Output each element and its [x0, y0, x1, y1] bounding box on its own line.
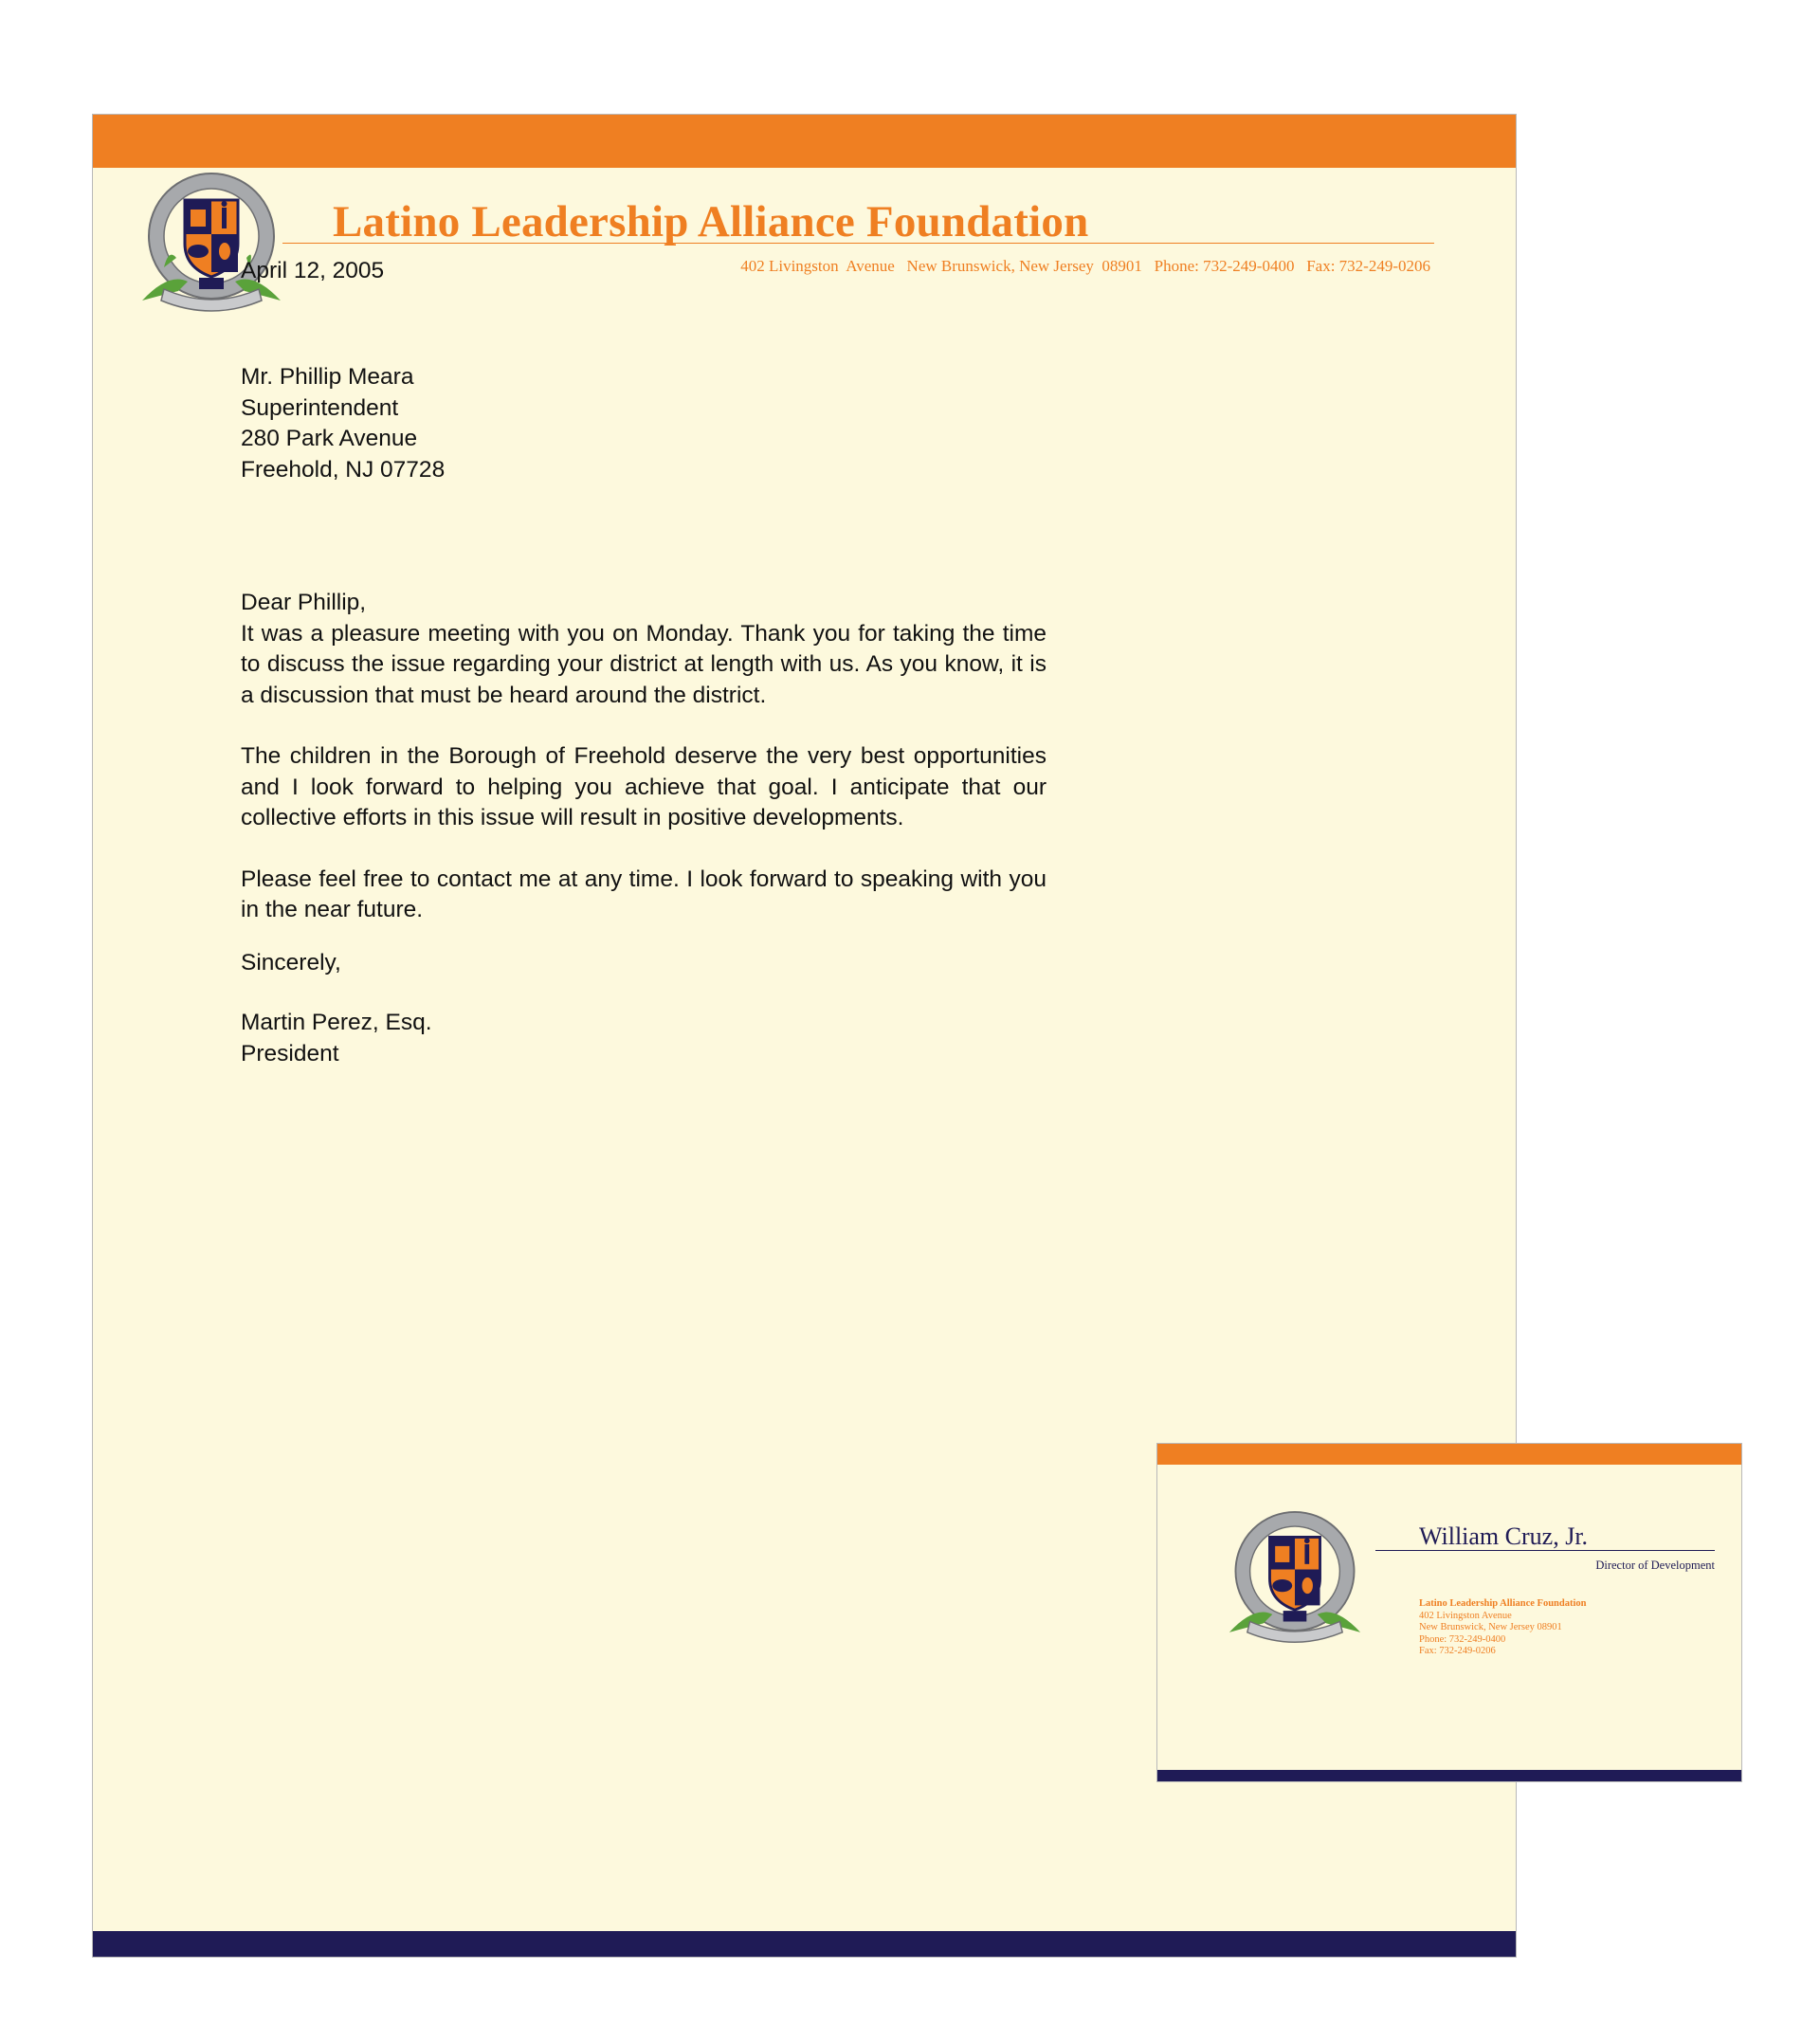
organization-name: Latino Leadership Alliance Foundation	[333, 197, 1089, 246]
signer-name: Martin Perez, Esq.	[241, 1010, 432, 1035]
recipient-name: Mr. Phillip Meara	[241, 364, 414, 390]
paragraph-2: The children in the Borough of Freehold deserve the very best opportunities and I look forward to helping you achieve that goal. I anticipate that our collective efforts in this issue will result in positive developments.	[241, 743, 1046, 830]
letter-date: April 12, 2005	[241, 258, 385, 283]
crest-logo	[121, 168, 301, 319]
card-phone: Phone: 732-249-0400	[1419, 1633, 1506, 1645]
card-bottom-bar	[1157, 1770, 1741, 1781]
signer-title: President	[241, 1040, 339, 1067]
card-city: New Brunswick, New Jersey 08901	[1419, 1622, 1562, 1632]
organization-address: 402 Livingston Avenue New Brunswick, New Jersey 08901 Phone: 732-249-0400 Fax: 732-249-0206	[740, 257, 1430, 275]
recipient-city: Freehold, NJ 07728	[241, 456, 446, 483]
card-contact-info	[1419, 1598, 1587, 1658]
bottom-accent-bar	[93, 1931, 1516, 1957]
card-person-title: Director of Development	[1595, 1559, 1715, 1572]
card-person-name: William Cruz, Jr.	[1419, 1522, 1589, 1550]
card-crest-logo	[1210, 1503, 1380, 1654]
card-top-bar	[1157, 1444, 1741, 1465]
closing: Sincerely,	[241, 950, 341, 975]
paragraph-3: Please feel free to contact me at any time. I look forward to speaking with you in the near future.	[241, 866, 1046, 922]
recipient-title: Superintendent	[241, 394, 399, 421]
top-accent-bar	[93, 115, 1516, 168]
salutation: Dear Phillip,	[241, 590, 367, 615]
paragraph-1: It was a pleasure meeting with you on Monday. Thank you for taking the time to discuss the issue regarding your district at length with us. As you know, it is a discussion that must be heard around the district.	[241, 620, 1046, 708]
header-divider	[282, 243, 1434, 244]
letter-content	[241, 588, 1046, 957]
card-fax: Fax: 732-249-0206	[1419, 1646, 1496, 1656]
card-divider	[1375, 1550, 1715, 1551]
card-street: 402 Livingston Avenue	[1419, 1610, 1512, 1621]
recipient-street: 280 Park Avenue	[241, 426, 418, 451]
card-org-name: Latino Leadership Alliance Foundation	[1419, 1598, 1587, 1609]
recipient-address	[241, 362, 445, 485]
signature-block	[241, 1008, 432, 1069]
business-card	[1156, 1443, 1742, 1782]
